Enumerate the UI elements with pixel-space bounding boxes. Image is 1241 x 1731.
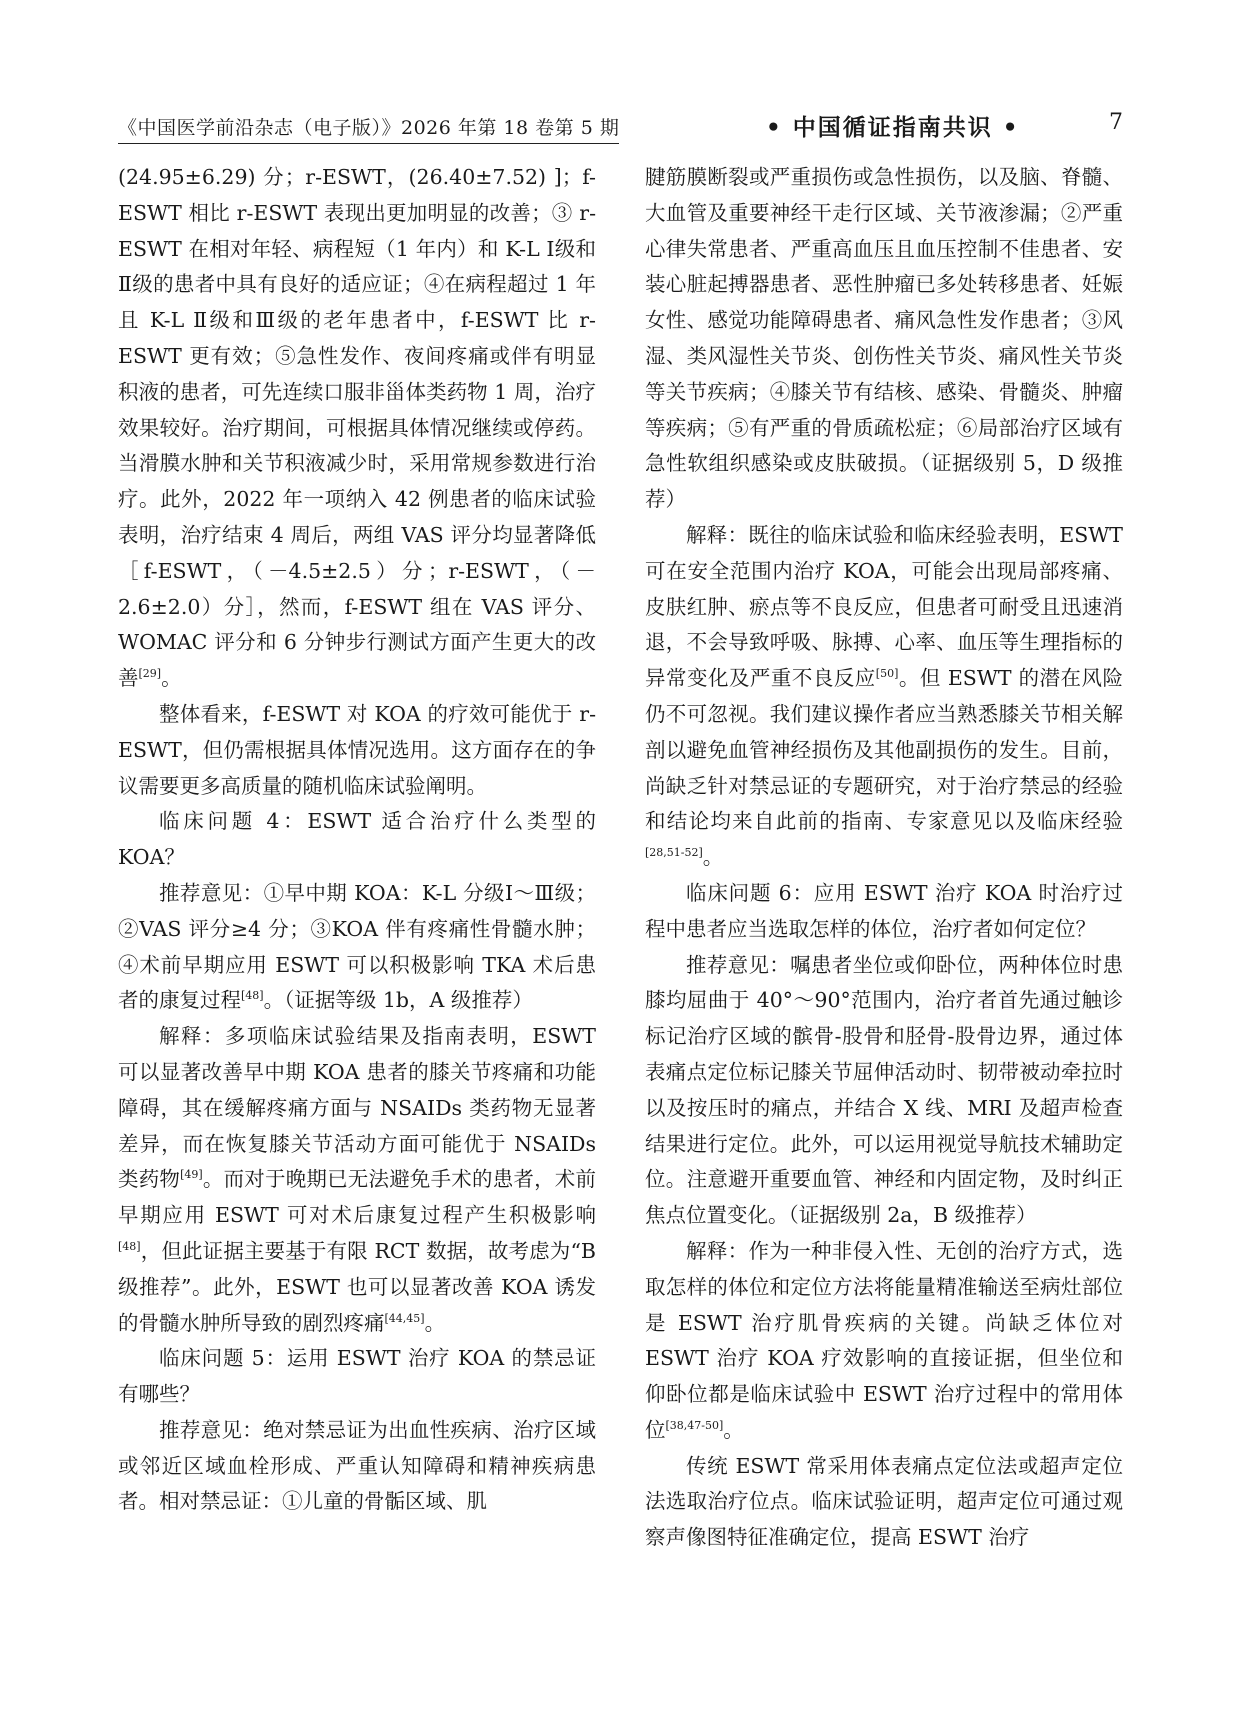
text-run: 临床问题 6：应用 ESWT 治疗 KOA 时治疗过程中患者应当选取怎样的体位，治疗者如何定位？: [645, 880, 1123, 941]
citation-ref: [48]: [241, 989, 264, 1003]
paragraph: [118, 1341, 596, 1413]
paragraph: [118, 160, 596, 697]
paragraph: [118, 804, 596, 876]
journal-title: 《中国医学前沿杂志（电子版）》2026 年第 18 卷第 5 期: [118, 117, 620, 139]
text-run: 推荐意见：绝对禁忌证为出血性疾病、治疗区域或邻近区域血栓形成、严重认知障碍和精神疾病患者。相对禁忌证：①儿童的骨骺区域、肌: [118, 1417, 596, 1514]
paragraph: [118, 1019, 596, 1341]
paragraph: [645, 518, 1123, 876]
page-header: [118, 107, 1123, 147]
text-run: 临床问题 5：运用 ESWT 治疗 KOA 的禁忌证有哪些？: [118, 1346, 596, 1407]
paragraph: [645, 948, 1123, 1234]
text-run: 。而对于晚期已无法避免手术的患者，术前早期应用 ESWT 可对术后康复过程产生积极影响: [118, 1167, 597, 1228]
citation-ref: [28,51-52]: [645, 846, 703, 860]
page-number: 7: [1109, 110, 1123, 135]
text-run: 解释：多项临床试验结果及指南表明，ESWT 可以显著改善早中期 KOA 患者的膝关节疼痛和功能障碍，其在缓解疼痛方面与 NSAIDs 类药物无显著差异，而在恢复膝关节活动方面可能优于 NSAIDs 类药物: [118, 1024, 596, 1192]
paragraph: [645, 1234, 1123, 1449]
text-run: (24.95±6.29) 分；r-ESWT，(26.40±7.52) ]；f-ESWT 相比 r-ESWT 表现出更加明显的改善；③ r-ESWT 在相对年轻、病程短（1 年内）和 K-L Ⅰ级和Ⅱ级的患者中具有良好的适应证；④在病程超过 1 年且 K-L Ⅱ级和Ⅲ级的老年患者中，f-ESWT 比 r-ESWT 更有效；⑤急性发作、夜间疼痛或伴有明显积液的患者，可先连续口服非甾体类药物 1 周，治疗效果较好。治疗期间，可根据具体情况继续或停药。当滑膜水肿和关节积液减少时，采用常规参数进行治疗。此外，2022 年一项纳入 42 例患者的临床试验表明，治疗结束 4 周后，两组 VAS 评分均显著降低［f-ESWT，（－4.5±2.5）分；r-ESWT，（－2.6±2.0）分］，然而，f-ESWT 组在 VAS 评分、WOMAC 评分和 6 分钟步行测试方面产生更大的改善: [118, 165, 596, 691]
text-run: 临床问题 4：ESWT 适合治疗什么类型的 KOA？: [118, 809, 596, 870]
text-run: 腱筋膜断裂或严重损伤或急性损伤，以及脑、脊髓、大血管及重要神经干走行区域、关节液渗漏；②严重心律失常患者、严重高血压且血压控制不佳患者、安装心脏起搏器患者、恶性肿瘤已多处转移患者、妊娠女性、感觉功能障碍患者、痛风急性发作患者；③风湿、类风湿性关节炎、创伤性关节炎、痛风性关节炎等关节疾病；④膝关节有结核、感染、骨髓炎、肿瘤等疾病；⑤有严重的骨质疏松症；⑥局部治疗区域有急性软组织感染或皮肤破损。（证据级别 5，D 级推荐）: [645, 165, 1123, 512]
citation-ref: [44,45]: [384, 1311, 425, 1325]
text-run: 推荐意见：①早中期 KOA：K-L 分级Ⅰ～Ⅲ级；②VAS 评分≥4 分；③KOA 伴有疼痛性骨髓水肿；④术前早期应用 ESWT 可以积极影响 TKA 术后患者的康复过程: [118, 880, 596, 1013]
text-run: 。: [702, 845, 724, 870]
header-rule: [118, 143, 619, 144]
citation-ref: [38,47-50]: [665, 1419, 724, 1433]
paragraph: [645, 1449, 1123, 1556]
citation-ref: [48]: [118, 1240, 141, 1254]
text-run: 。: [723, 1417, 744, 1442]
right-column: [645, 160, 1123, 1556]
text-run: 整体看来，f-ESWT 对 KOA 的疗效可能优于 r-ESWT，但仍需根据具体情况选用。这方面存在的争议需要更多高质量的随机临床试验阐明。: [118, 701, 596, 798]
citation-ref: [29]: [138, 667, 162, 681]
citation-ref: [49]: [180, 1168, 203, 1182]
text-run: 。: [161, 666, 182, 691]
text-run: ，但此证据主要基于有限 RCT 数据，故考虑为“B 级推荐”。此外，ESWT 也可以显著改善 KOA 诱发的骨髓水肿所导致的剧烈疼痛: [118, 1238, 596, 1335]
section-title: • 中国循证指南共识 •: [766, 115, 1020, 141]
text-run: 。但 ESWT 的潜在风险仍不可忽视。我们建议操作者应当熟悉膝关节相关解剖以避免血管神经损伤及其他副损伤的发生。目前，尚缺乏针对禁忌证的专题研究，对于治疗禁忌的经验和结论均来自此前的指南、专家意见以及临床经验: [645, 666, 1123, 834]
text-run: 传统 ESWT 常采用体表痛点定位法或超声定位法选取治疗位点。临床试验证明，超声定位可通过观察声像图特征准确定位，提高 ESWT 治疗: [645, 1453, 1123, 1550]
paragraph: [645, 160, 1123, 518]
text-run: 。: [424, 1310, 446, 1335]
text-run: 。（证据等级 1b，A 级推荐）: [263, 988, 533, 1013]
text-run: 解释：作为一种非侵入性、无创的治疗方式，选取怎样的体位和定位方法将能量精准输送至病灶部位是 ESWT 治疗肌骨疾病的关键。尚缺乏体位对 ESWT 治疗 KOA 疗效影响的直接证据，但坐位和仰卧位都是临床试验中 ESWT 治疗过程中的常用体位: [645, 1238, 1123, 1442]
paragraph: [118, 697, 596, 804]
left-column: [118, 160, 596, 1520]
citation-ref: [50]: [875, 667, 899, 681]
paragraph: [645, 876, 1123, 948]
text-run: 解释：既往的临床试验和临床经验表明，ESWT 可在安全范围内治疗 KOA，可能会出现局部疼痛、皮肤红肿、瘀点等不良反应，但患者可耐受且迅速消退，不会导致呼吸、脉搏、心率、血压等生理指标的异常变化及严重不良反应: [645, 522, 1123, 691]
paragraph: [118, 876, 596, 1019]
text-run: 推荐意见：嘱患者坐位或仰卧位，两种体位时患膝均屈曲于 40°～90°范围内，治疗者首先通过触诊标记治疗区域的髌骨-股骨和胫骨-股骨边界，通过体表痛点定位标记膝关节屈伸活动时、韧带被动牵拉时以及按压时的痛点，并结合 X 线、MRI 及超声检查结果进行定位。此外，可以运用视觉导航技术辅助定位。注意避开重要血管、神经和内固定物，及时纠正焦点位置变化。（证据级别 2a，B 级推荐）: [645, 952, 1123, 1228]
paragraph: [118, 1413, 596, 1520]
